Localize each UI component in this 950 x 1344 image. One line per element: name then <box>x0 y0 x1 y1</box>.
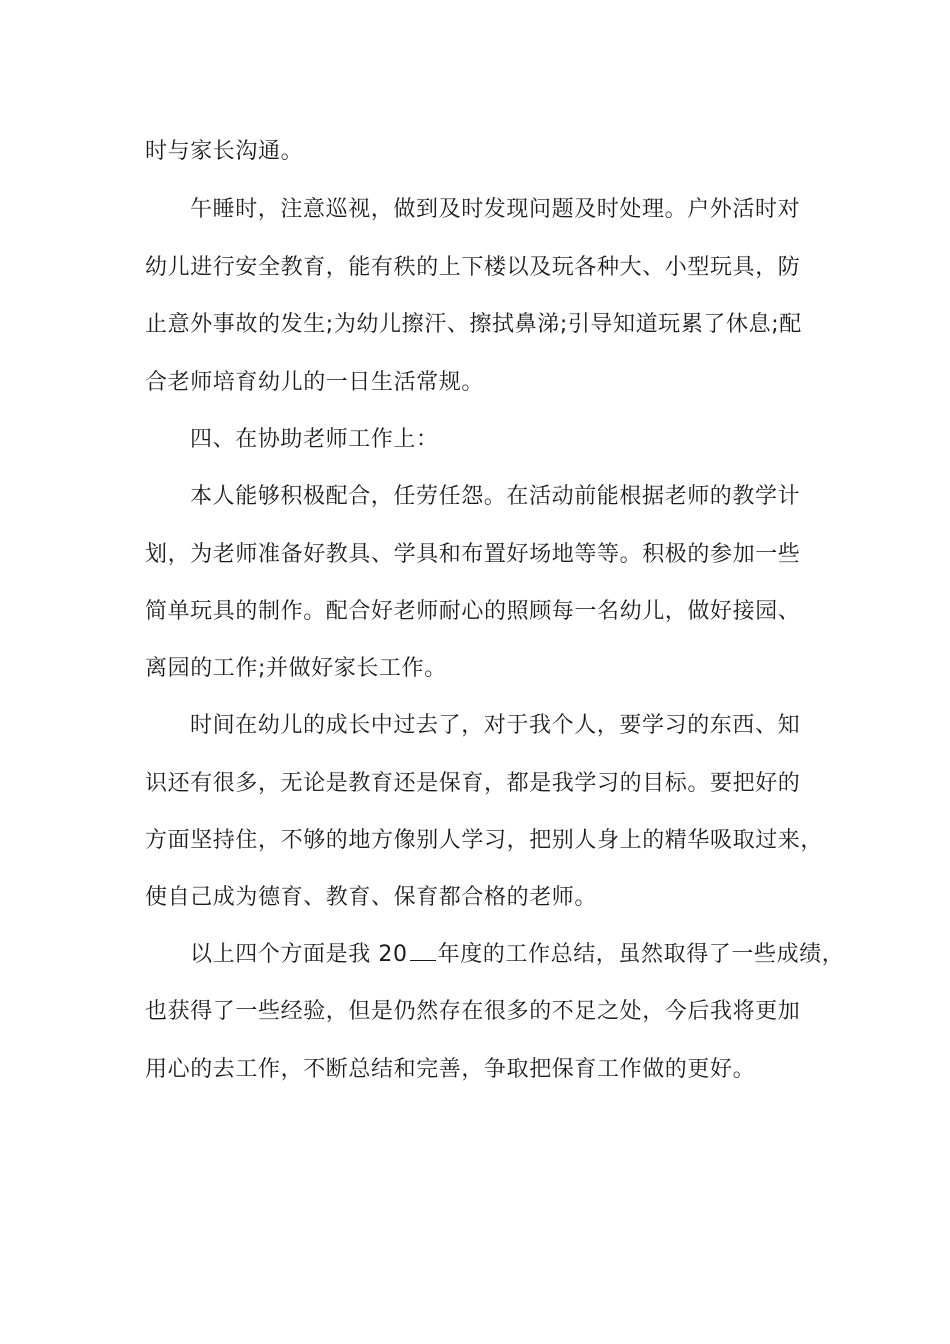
paragraph-learning-line-2: 识还有很多，无论是教育还是保育，都是我学习的目标。要把好的 <box>145 771 801 796</box>
paragraph-nap-line-3: 止意外事故的发生;为幼儿擦汗、擦拭鼻涕;引导知道玩累了休息;配 <box>145 312 802 337</box>
fill-in-blank <box>410 940 436 961</box>
paragraph-assist-line-3: 简单玩具的制作。配合好老师耐心的照顾每一名幼儿，做好接园、 <box>145 599 801 624</box>
paragraph-nap-line-2: 幼儿进行安全教育，能有秩的上下楼以及玩各种大、小型玩具，防 <box>145 255 801 280</box>
paragraph-nap-line-4: 合老师培育幼儿的一日生活常规。 <box>145 370 485 395</box>
paragraph-assist-line-1: 本人能够积极配合，任劳任怨。在活动前能根据老师的教学计 <box>190 484 801 509</box>
text-line-1: 时与家长沟通。 <box>145 139 304 164</box>
paragraph-nap-line-1: 午睡时，注意巡视，做到及时发现问题及时处理。户外活时对 <box>190 197 801 222</box>
paragraph-assist-line-4: 离园的工作;并做好家长工作。 <box>145 656 447 681</box>
summary-text-before-blank: 以上四个方面是我 20 <box>190 942 408 967</box>
paragraph-learning-line-3: 方面坚持住，不够的地方像别人学习，把别人身上的精华吸取过来， <box>145 828 824 853</box>
paragraph-summary-line-3: 用心的去工作，不断总结和完善，争取把保育工作做的更好。 <box>145 1057 756 1082</box>
section-heading: 四、在协助老师工作上： <box>190 427 439 452</box>
paragraph-assist-line-2: 划，为老师准备好教具、学具和布置好场地等等。积极的参加一些 <box>145 542 801 567</box>
paragraph-summary-line-2: 也获得了一些经验，但是仍然存在很多的不足之处，今后我将更加 <box>145 999 801 1024</box>
paragraph-learning-line-4: 使自己成为德育、教育、保育都合格的老师。 <box>145 885 598 910</box>
paragraph-summary-line-1 <box>190 940 844 970</box>
summary-text-after-blank: 年度的工作总结，虽然取得了一些成绩， <box>437 942 845 967</box>
paragraph-learning-line-1: 时间在幼儿的成长中过去了，对于我个人，要学习的东西、知 <box>190 713 801 738</box>
